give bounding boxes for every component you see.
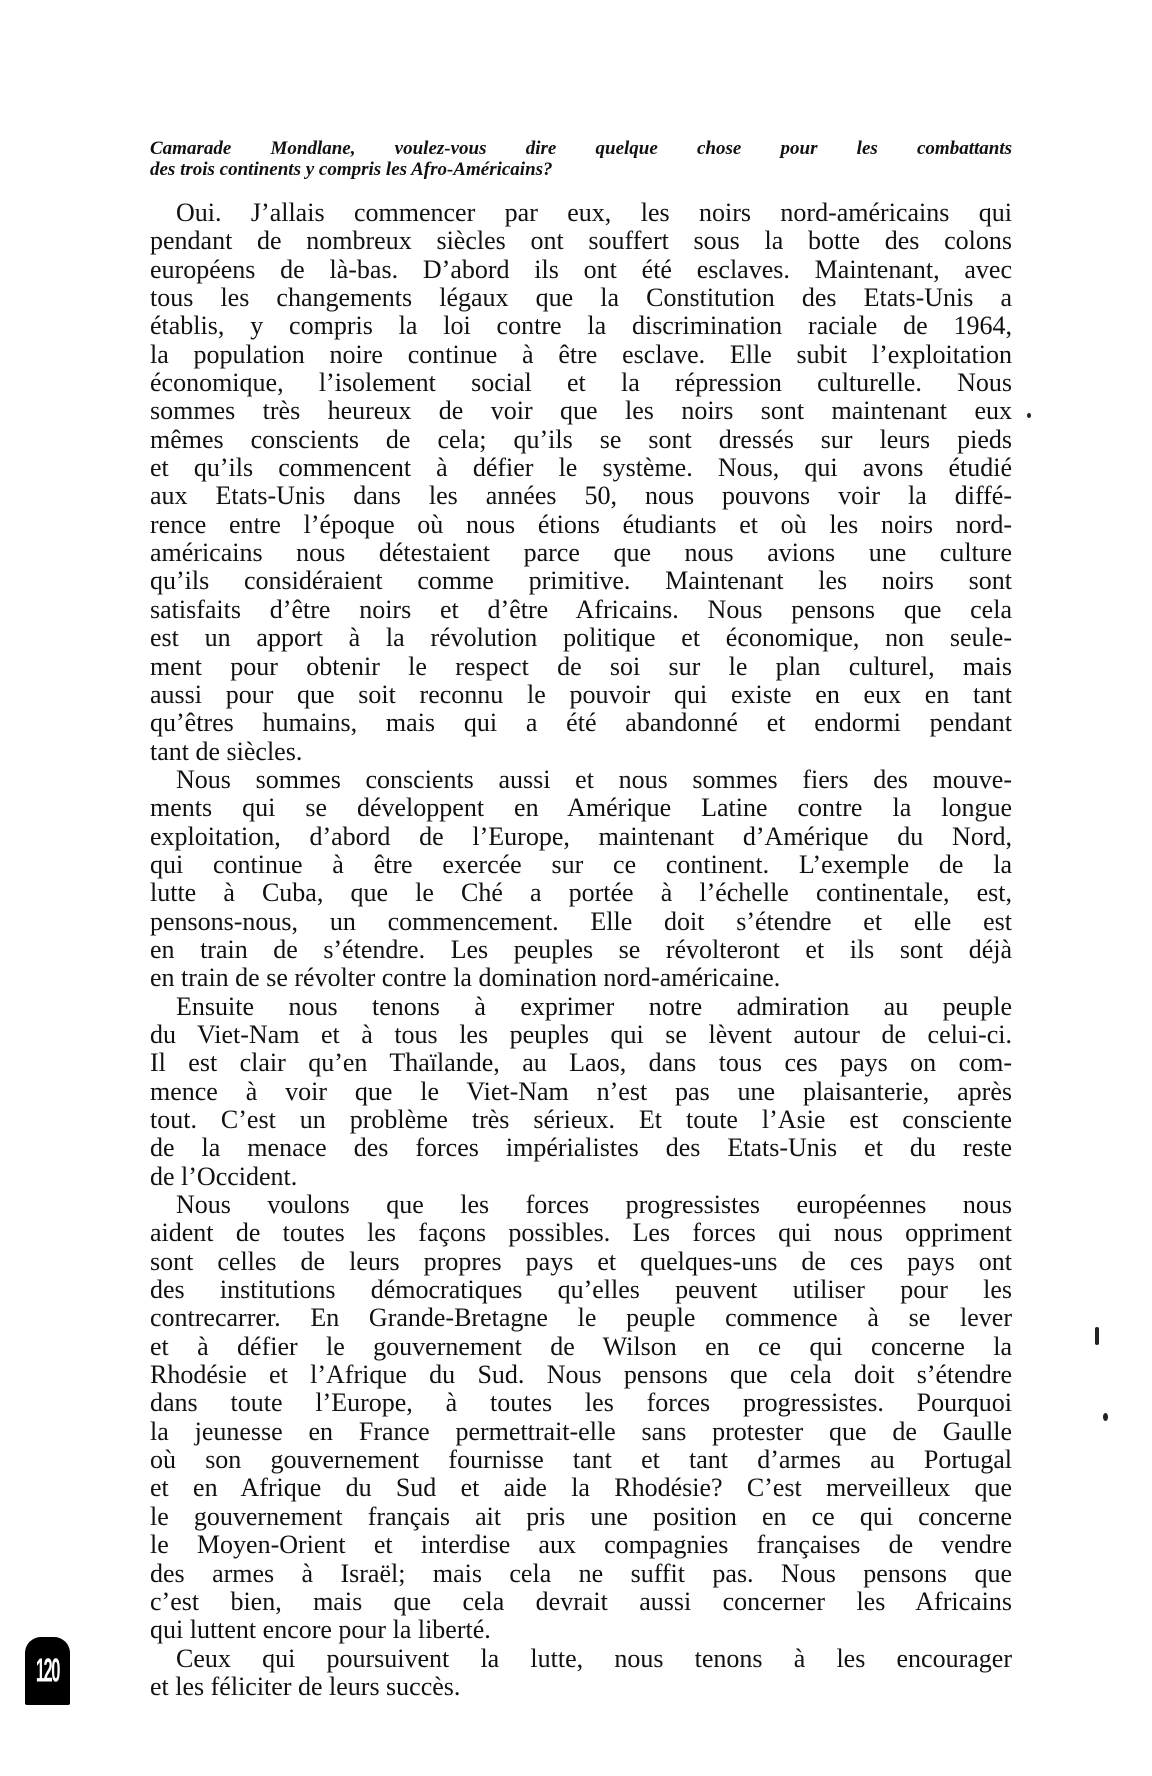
text-line: le Moyen-Orient et interdise aux compagnies françaises de vendre (150, 1530, 1012, 1560)
text-line: le gouvernement français ait pris une position en ce qui concerne (150, 1501, 1012, 1531)
text-line: pensons-nous, un commencement. Elle doit s’étendre et elle est (150, 906, 1012, 936)
text-line: qu’êtres humains, mais qui a été abandonné et endormi pendant (150, 708, 1012, 738)
text-line: c’est bien, mais que cela devrait aussi concerner les Africains (150, 1586, 1012, 1616)
answer-body (150, 199, 1012, 1701)
text-line: sont celles de leurs propres pays et quelques-uns de ces pays ont (150, 1246, 1012, 1276)
text-line: tout. C’est un problème très sérieux. Et toute l’Asie est consciente (150, 1105, 1012, 1134)
text-line: où son gouvernement fournisse tant et tant d’armes au Portugal (150, 1445, 1012, 1475)
text-line: Ceux qui poursuivent la lutte, nous tenons à les encourager (176, 1643, 1012, 1673)
text-line: mêmes conscients de cela; qu’ils se sont dressés sur leurs pieds (150, 424, 1012, 454)
text-line: qui luttent encore pour la liberté. (150, 1615, 491, 1645)
text-line: de la menace des forces impérialistes des Etats-Unis et du reste (150, 1133, 1012, 1163)
paragraph (150, 1645, 1012, 1702)
question-line: Camarade Mondlane, voulez-vous dire quelque chose pour les combattants (150, 138, 1012, 159)
text-line: aux Etats-Unis dans les années 50, nous pouvons voir la diffé- (150, 481, 1012, 511)
text-line: mence à voir que le Viet-Nam n’est pas une plaisanterie, après (150, 1076, 1012, 1106)
text-line: tant de siècles. (150, 736, 303, 766)
text-line: satisfaits d’être noirs et d’être Africains. Nous pensons que cela (150, 594, 1012, 624)
text-line: Nous sommes conscients aussi et nous sommes fiers des mouve- (176, 764, 1012, 794)
text-line: et en Afrique du Sud et aide la Rhodésie? C’est merveilleux que (150, 1473, 1012, 1503)
text-line: dans toute l’Europe, à toutes les forces progressistes. Pourquoi (150, 1388, 1012, 1418)
text-line: aussi pour que soit reconnu le pouvoir qui existe en eux en tant (150, 679, 1012, 709)
paragraph (150, 199, 1012, 766)
text-line: contrecarrer. En Grande-Bretagne le peuple commence à se lever (150, 1303, 1012, 1333)
text-line: des institutions démocratiques qu’elles peuvent utiliser pour les (150, 1275, 1012, 1305)
text-line: des armes à Israël; mais cela ne suffit pas. Nous pensons que (150, 1558, 1012, 1588)
text-line: Oui. J’allais commencer par eux, les noirs nord-américains qui (176, 198, 1012, 227)
question-line: des trois continents y compris les Afro-Américains? (150, 159, 553, 180)
text-line: et à défier le gouvernement de Wilson en ce qui concerne la (150, 1331, 1012, 1361)
text-line: en train de se révolter contre la domination nord-américaine. (150, 963, 781, 993)
text-line: Rhodésie et l’Afrique du Sud. Nous pensons que cela doit s’étendre (150, 1360, 1012, 1390)
text-line: pendant de nombreux siècles ont souffert sous la botte des colons (150, 226, 1012, 256)
text-line: économique, l’isolement social et la répression culturelle. Nous (150, 368, 1012, 398)
text-line: ments qui se développent en Amérique Latine contre la longue (150, 793, 1012, 823)
scan-speck (1027, 413, 1031, 418)
paragraph (150, 1191, 1012, 1645)
text-line: lutte à Cuba, que le Ché a portée à l’échelle continentale, est, (150, 878, 1012, 908)
scan-speck (1095, 1327, 1099, 1345)
text-line: tous les changements légaux que la Constitution des Etats-Unis a (150, 283, 1012, 313)
text-line: américains nous détestaient parce que nous avions une culture (150, 538, 1012, 568)
paragraph (150, 993, 1012, 1191)
text-line: Ensuite nous tenons à exprimer notre admiration au peuple (176, 991, 1012, 1021)
text-line: Il est clair qu’en Thaïlande, au Laos, dans tous ces pays on com- (150, 1048, 1012, 1078)
page-number-badge (25, 1637, 70, 1705)
text-line: sommes très heureux de voir que les noirs sont maintenant eux (150, 396, 1012, 426)
scan-speck (1103, 1413, 1108, 1421)
text-line: et qu’ils commencent à défier le système. Nous, qui avons étudié (150, 453, 1012, 483)
paragraph (150, 766, 1012, 993)
text-line: qui continue à être exercée sur ce continent. L’exemple de la (150, 849, 1012, 879)
text-line: européens de là-bas. D’abord ils ont été esclaves. Maintenant, avec (150, 254, 1012, 284)
interview-question (150, 138, 1012, 180)
text-line: ment pour obtenir le respect de soi sur le plan culturel, mais (150, 651, 1012, 681)
text-line: est un apport à la révolution politique et économique, non seule- (150, 623, 1012, 653)
text-line: aident de toutes les façons possibles. Les forces qui nous oppriment (150, 1218, 1012, 1248)
text-line: exploitation, d’abord de l’Europe, maintenant d’Amérique du Nord, (150, 821, 1012, 851)
page-number: 120 (35, 1651, 60, 1689)
text-line: la population noire continue à être esclave. Elle subit l’exploitation (150, 339, 1012, 369)
text-line: du Viet-Nam et à tous les peuples qui se lèvent autour de celui-ci. (150, 1019, 1012, 1049)
text-line: de l’Occident. (150, 1161, 298, 1191)
text-line: qu’ils considéraient comme primitive. Maintenant les noirs sont (150, 566, 1012, 596)
text-line: la jeunesse en France permettrait-elle sans protester que de Gaulle (150, 1416, 1012, 1446)
text-line: établis, y compris la loi contre la discrimination raciale de 1964, (150, 311, 1012, 341)
text-line: et les féliciter de leurs succès. (150, 1671, 461, 1701)
text-line: rence entre l’époque où nous étions étudiants et où les noirs nord- (150, 509, 1012, 539)
text-line: en train de s’étendre. Les peuples se révolteront et ils sont déjà (150, 934, 1012, 964)
text-line: Nous voulons que les forces progressistes européennes nous (176, 1190, 1012, 1220)
